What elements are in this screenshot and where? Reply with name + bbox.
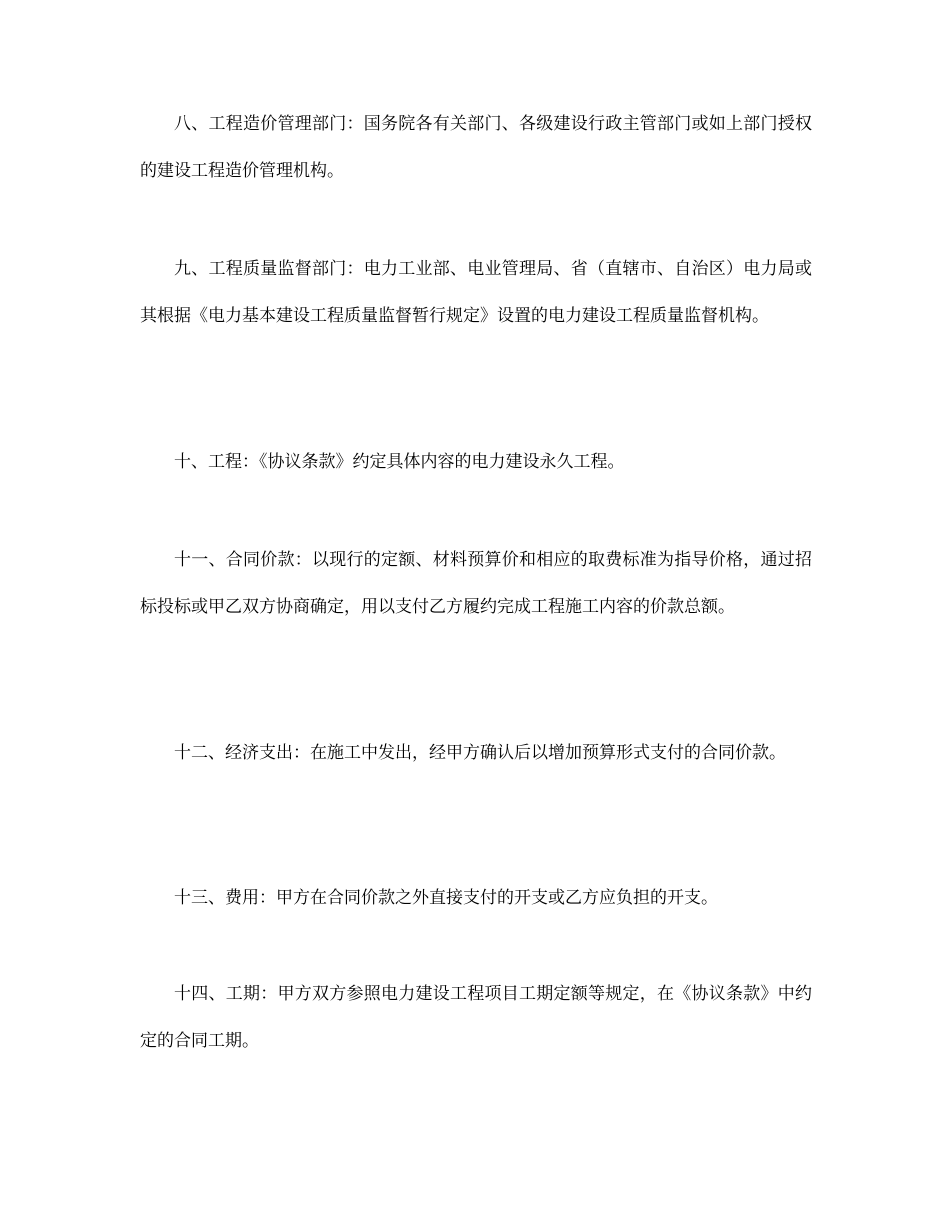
clause-11-paragraph: 十一、合同价款：以现行的定额、材料预算价和相应的取费标准为指导价格，通过招标投标或甲乙双方协商确定，用以支付乙方履约完成工程施工内容的价款总额。 — [140, 550, 812, 617]
clause-12-paragraph: 十二、经济支出：在施工中发出，经甲方确认后以增加预算形式支付的合同价款。 — [174, 743, 786, 763]
clause-9-paragraph: 九、工程质量监督部门：电力工业部、电业管理局、省（直辖市、自治区）电力局或其根据《电力基本建设工程质量监督暂行规定》设置的电力建设工程质量监督机构。 — [140, 259, 812, 326]
clause-14-paragraph: 十四、工期：甲方双方参照电力建设工程项目工期定额等规定，在《协议条款》中约定的合同工期。 — [140, 984, 812, 1051]
clause-8-paragraph: 八、工程造价管理部门：国务院各有关部门、各级建设行政主管部门或如上部门授权的建设工程造价管理机构。 — [140, 114, 812, 181]
clause-13-paragraph: 十三、费用：甲方在合同价款之外直接支付的开支或乙方应负担的开支。 — [174, 888, 718, 908]
clause-10-paragraph: 十、工程：《协议条款》约定具体内容的电力建设永久工程。 — [174, 452, 625, 472]
